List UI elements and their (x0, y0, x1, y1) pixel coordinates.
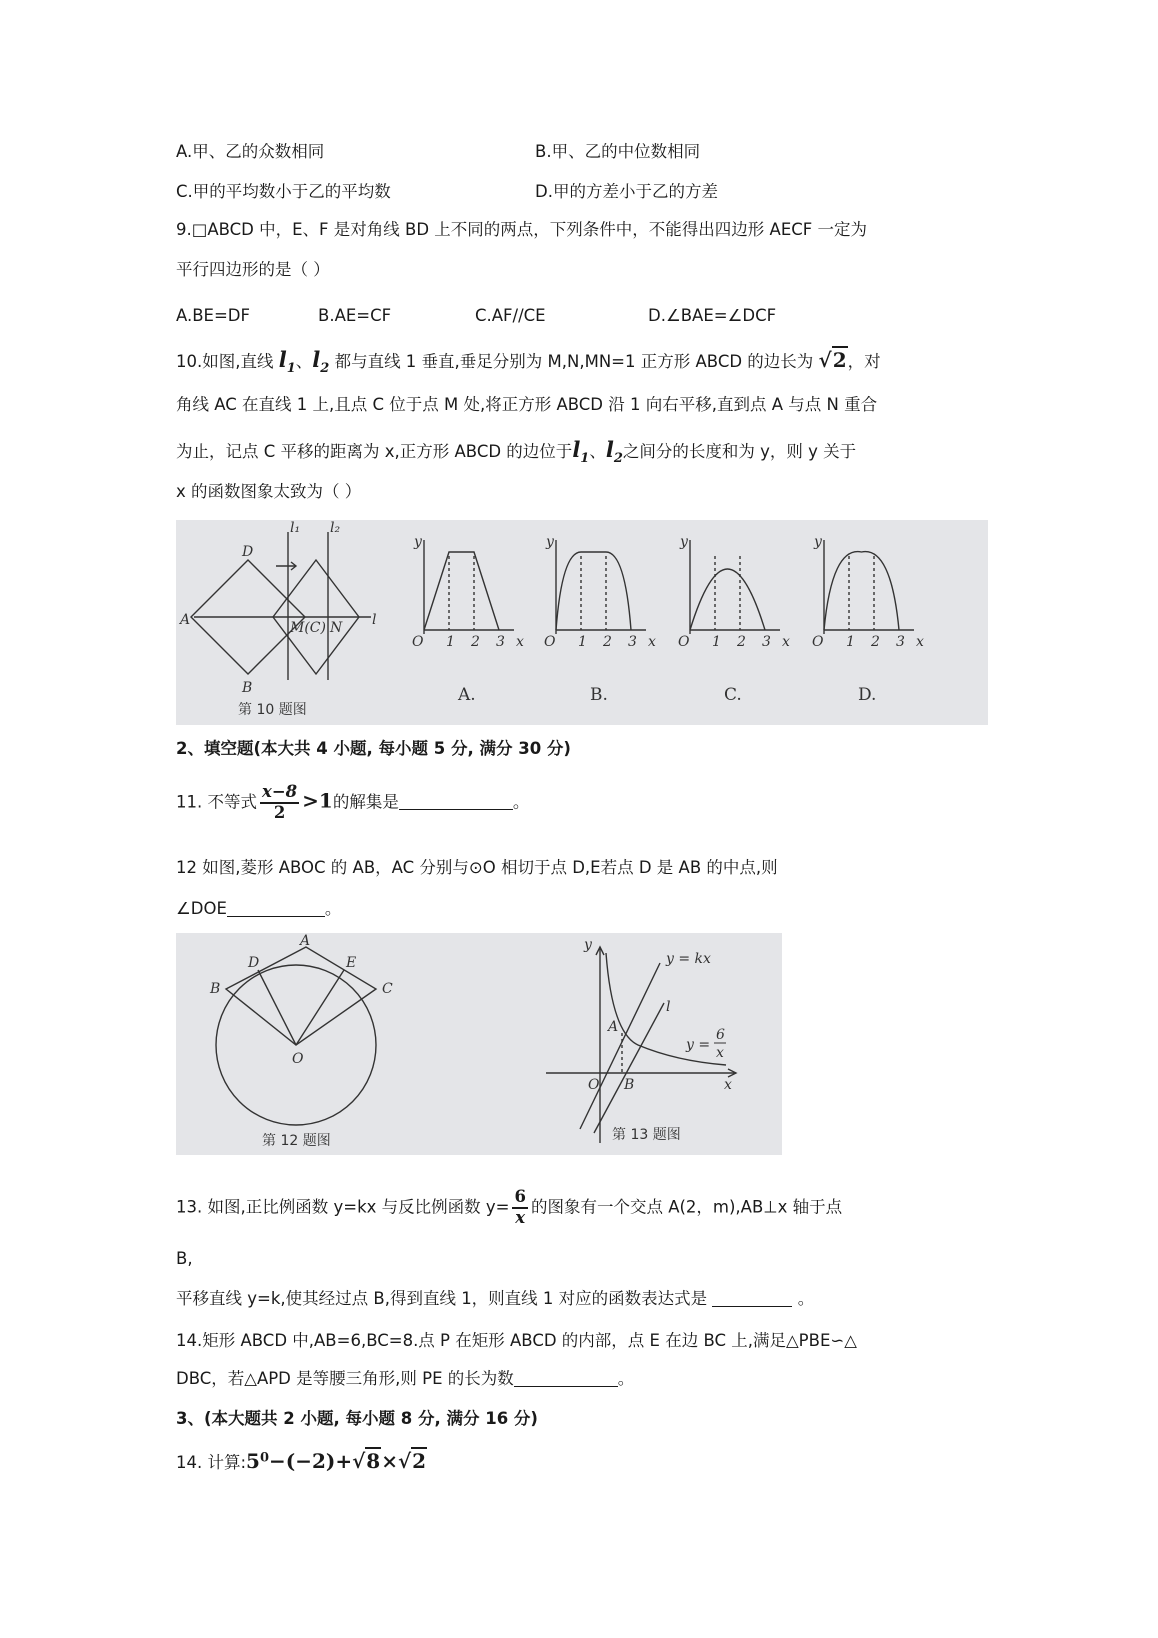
label12-D: D (248, 955, 260, 971)
graph-x-label: x (782, 634, 790, 650)
graph-tick-2: 2 (603, 634, 612, 650)
graph-option-caption: D. (858, 685, 877, 705)
q10-line3-start: 为止，记点 C 平移的距离为 x,正方形 ABCD 的边位于 (176, 442, 573, 461)
label13-y: y (584, 937, 592, 953)
label13-l: l (666, 999, 671, 1015)
graph-y-label: y (546, 534, 554, 550)
label13-x: x (724, 1077, 732, 1093)
graph-x-label: x (648, 634, 656, 650)
graph-option-b (556, 540, 646, 634)
label13-yfrac-num: 6 (716, 1027, 725, 1043)
q14a-line2 (176, 1368, 634, 1389)
graph-tick-3: 3 (628, 634, 637, 650)
label-A: A (180, 612, 191, 628)
label-D: D (242, 544, 254, 560)
q14b-exponent: 0 (259, 1450, 270, 1466)
q8-option-d: D.甲的方差小于乙的方差 (535, 182, 718, 201)
q14a-end: 。 (617, 1369, 635, 1388)
q9-text-line2: 平行四边形的是（ ） (176, 260, 330, 279)
graph-option-a (424, 540, 514, 634)
q12-q13-figure-svg (176, 933, 782, 1155)
q13-line1 (176, 1188, 842, 1228)
graph-tick-1: 1 (446, 634, 455, 650)
graph-origin-label: O (544, 634, 556, 650)
label12-A: A (300, 933, 311, 949)
q11-rhs: >1 (302, 788, 333, 813)
q10-figure-caption: 第 10 题图 (238, 702, 307, 718)
q9-option-b: B.AE=CF (318, 306, 392, 325)
label-l1: l₁ (290, 520, 301, 536)
graph-tick-1: 1 (712, 634, 721, 650)
graph-y-label: y (680, 534, 688, 550)
label13-yfrac-den: x (716, 1045, 724, 1061)
q10-figure-svg (176, 520, 988, 725)
q8-option-c: C.甲的平均数小于乙的平均数 (176, 182, 391, 201)
q10-body: 都与直线 1 垂直,垂足分别为 M,N,MN=1 正方形 ABCD 的边长为 (334, 352, 814, 371)
q13-line2: B, (176, 1249, 193, 1268)
q14b-line (176, 1448, 427, 1474)
sqrt-two-b: √2 (397, 1449, 427, 1473)
label12-O: O (292, 1051, 304, 1067)
fig12-caption: 第 12 题图 (262, 1133, 331, 1149)
q13-prefix: 13. 如图,正比例函数 y=kx 与反比例函数 y= (176, 1197, 510, 1217)
graph-tick-2: 2 (737, 634, 746, 650)
segment-OE (296, 970, 344, 1045)
line-l (594, 1003, 664, 1133)
q11-answer-blank[interactable] (399, 793, 513, 810)
q13-suffix: 的图象有一个交点 A(2，m),AB⊥x 轴于点 (530, 1197, 843, 1217)
graph-tick-3: 3 (762, 634, 771, 650)
q9-option-d: D.∠BAE=∠DCF (648, 306, 777, 325)
q13-end: 。 (797, 1289, 815, 1308)
q11-line (176, 783, 529, 823)
q12-angle: ∠DOE (176, 899, 227, 918)
q11-prefix: 11. 不等式 (176, 792, 257, 812)
l1-symbol: $l_1$ (278, 347, 296, 377)
label12-E: E (346, 955, 357, 971)
graph-tick-1: 1 (578, 634, 587, 650)
label13-yfrac-lhs: y = (686, 1037, 711, 1053)
label-l: l (372, 612, 377, 628)
label13-ykx: y = kx (666, 951, 711, 967)
q10-line3-end: 之间分的长度和为 y，则 y 关于 (622, 442, 857, 461)
q13-line3 (176, 1288, 814, 1309)
q10-tail: ，对 (847, 352, 881, 371)
graph-tick-1: 1 (846, 634, 855, 650)
q12-answer-blank[interactable] (227, 900, 325, 917)
l2-symbol-2: $l_2$ (605, 437, 623, 467)
graph-tick-3: 3 (896, 634, 905, 650)
graph-tick-3: 3 (496, 634, 505, 650)
q14b-times: × (381, 1449, 398, 1473)
graph-option-caption: C. (724, 685, 742, 705)
sqrt-two: √2 (818, 348, 847, 372)
label13-B: B (624, 1077, 635, 1093)
q13-answer-blank[interactable] (712, 1290, 792, 1307)
graph-option-caption: B. (590, 685, 608, 705)
graph-y-label: y (814, 534, 822, 550)
graph-curve (690, 569, 765, 630)
label-N: N (330, 620, 343, 636)
label13-A: A (608, 1019, 619, 1035)
graph-curve (424, 552, 499, 630)
q12-text-line1: 12 如图,菱形 ABOC 的 AB，AC 分别与⊙O 相切于点 D,E若点 D 是 AB 的中点,则 (176, 858, 778, 877)
q14b-prefix: 14. 计算: (176, 1453, 247, 1472)
l2-symbol: $l_2$ (312, 347, 330, 377)
graph-curve (556, 552, 631, 630)
q11-suffix: 的解集是 (332, 792, 399, 812)
q10-text-line3 (176, 436, 856, 468)
graph-option-d (824, 540, 914, 634)
graph-origin-label: O (412, 634, 424, 650)
q12-q13-figure (176, 933, 782, 1155)
q12-text-line2 (176, 898, 341, 919)
q10-intro: 10.如图,直线 (176, 352, 274, 371)
q14b-base: 5 (246, 1449, 260, 1473)
label12-B: B (210, 981, 221, 997)
graph-tick-2: 2 (871, 634, 880, 650)
q12-end: 。 (324, 899, 342, 918)
separator-2: 、 (589, 442, 606, 461)
line-ykx (580, 963, 660, 1129)
graph-origin-label: O (678, 634, 690, 650)
q10-text-line1 (176, 346, 881, 378)
q10-text-line4: x 的函数图象太致为（ ） (176, 482, 362, 501)
graph-x-label: x (916, 634, 924, 650)
graph-curve (824, 552, 899, 630)
q13-fraction: $\frac{6}{x}$ (514, 1187, 526, 1227)
label-B: B (242, 680, 253, 696)
graph-x-label: x (516, 634, 524, 650)
q8-option-a: A.甲、乙的众数相同 (176, 142, 325, 161)
label13-O: O (588, 1077, 600, 1093)
q9-text-line1: 9.□ABCD 中，E、F 是对角线 BD 上不同的两点，下列条件中，不能得出四边形 AECF 一定为 (176, 220, 868, 239)
sqrt-eight: √8 (352, 1449, 381, 1473)
label-MC: M(C) (290, 620, 326, 636)
graph-tick-2: 2 (471, 634, 480, 650)
q10-text-line2: 角线 AC 在直线 1 上,且点 C 位于点 M 处,将正方形 ABCD 沿 1 向右平移,直到点 A 与点 N 重合 (176, 395, 878, 414)
q8-option-b: B.甲、乙的中位数相同 (535, 142, 701, 161)
q10-figure (176, 520, 988, 725)
q14a-line1: 14.矩形 ABCD 中,AB=6,BC=8.点 P 在矩形 ABCD 的内部，点 E 在边 BC 上,满足△PBE∽△ (176, 1331, 857, 1350)
graph-origin-label: O (812, 634, 824, 650)
q14a-answer-blank[interactable] (514, 1370, 618, 1387)
q9-option-c: C.AF//CE (475, 306, 546, 325)
q13-line3-prefix: 平移直线 y=k,使其经过点 B,得到直线 1，则直线 1 对应的函数表达式是 (176, 1289, 708, 1308)
label12-C: C (382, 981, 393, 997)
label-l2: l₂ (330, 520, 341, 536)
l1-symbol-2: $l_1$ (572, 437, 590, 467)
q9-option-a: A.BE=DF (176, 306, 251, 325)
segment-OD (258, 970, 296, 1045)
fig13-caption: 第 13 题图 (612, 1127, 681, 1143)
q14a-line2-prefix: DBC，若△APD 是等腰三角形,则 PE 的长为数 (176, 1369, 514, 1388)
q11-fraction: $\frac{x-8}{2}$ (262, 782, 298, 822)
graphs (412, 534, 924, 705)
section2-title: 2、填空题(本大共 4 小题, 每小题 5 分, 满分 30 分) (176, 739, 571, 758)
graph-y-label: y (414, 534, 422, 550)
graph-option-caption: A. (458, 685, 476, 705)
q11-end: 。 (512, 792, 530, 812)
separator: 、 (295, 352, 313, 371)
q14b-middle: −(−2)+ (269, 1449, 353, 1473)
section3-title: 3、(本大题共 2 小题, 每小题 8 分, 满分 16 分) (176, 1409, 538, 1428)
graph-option-c (690, 540, 780, 634)
